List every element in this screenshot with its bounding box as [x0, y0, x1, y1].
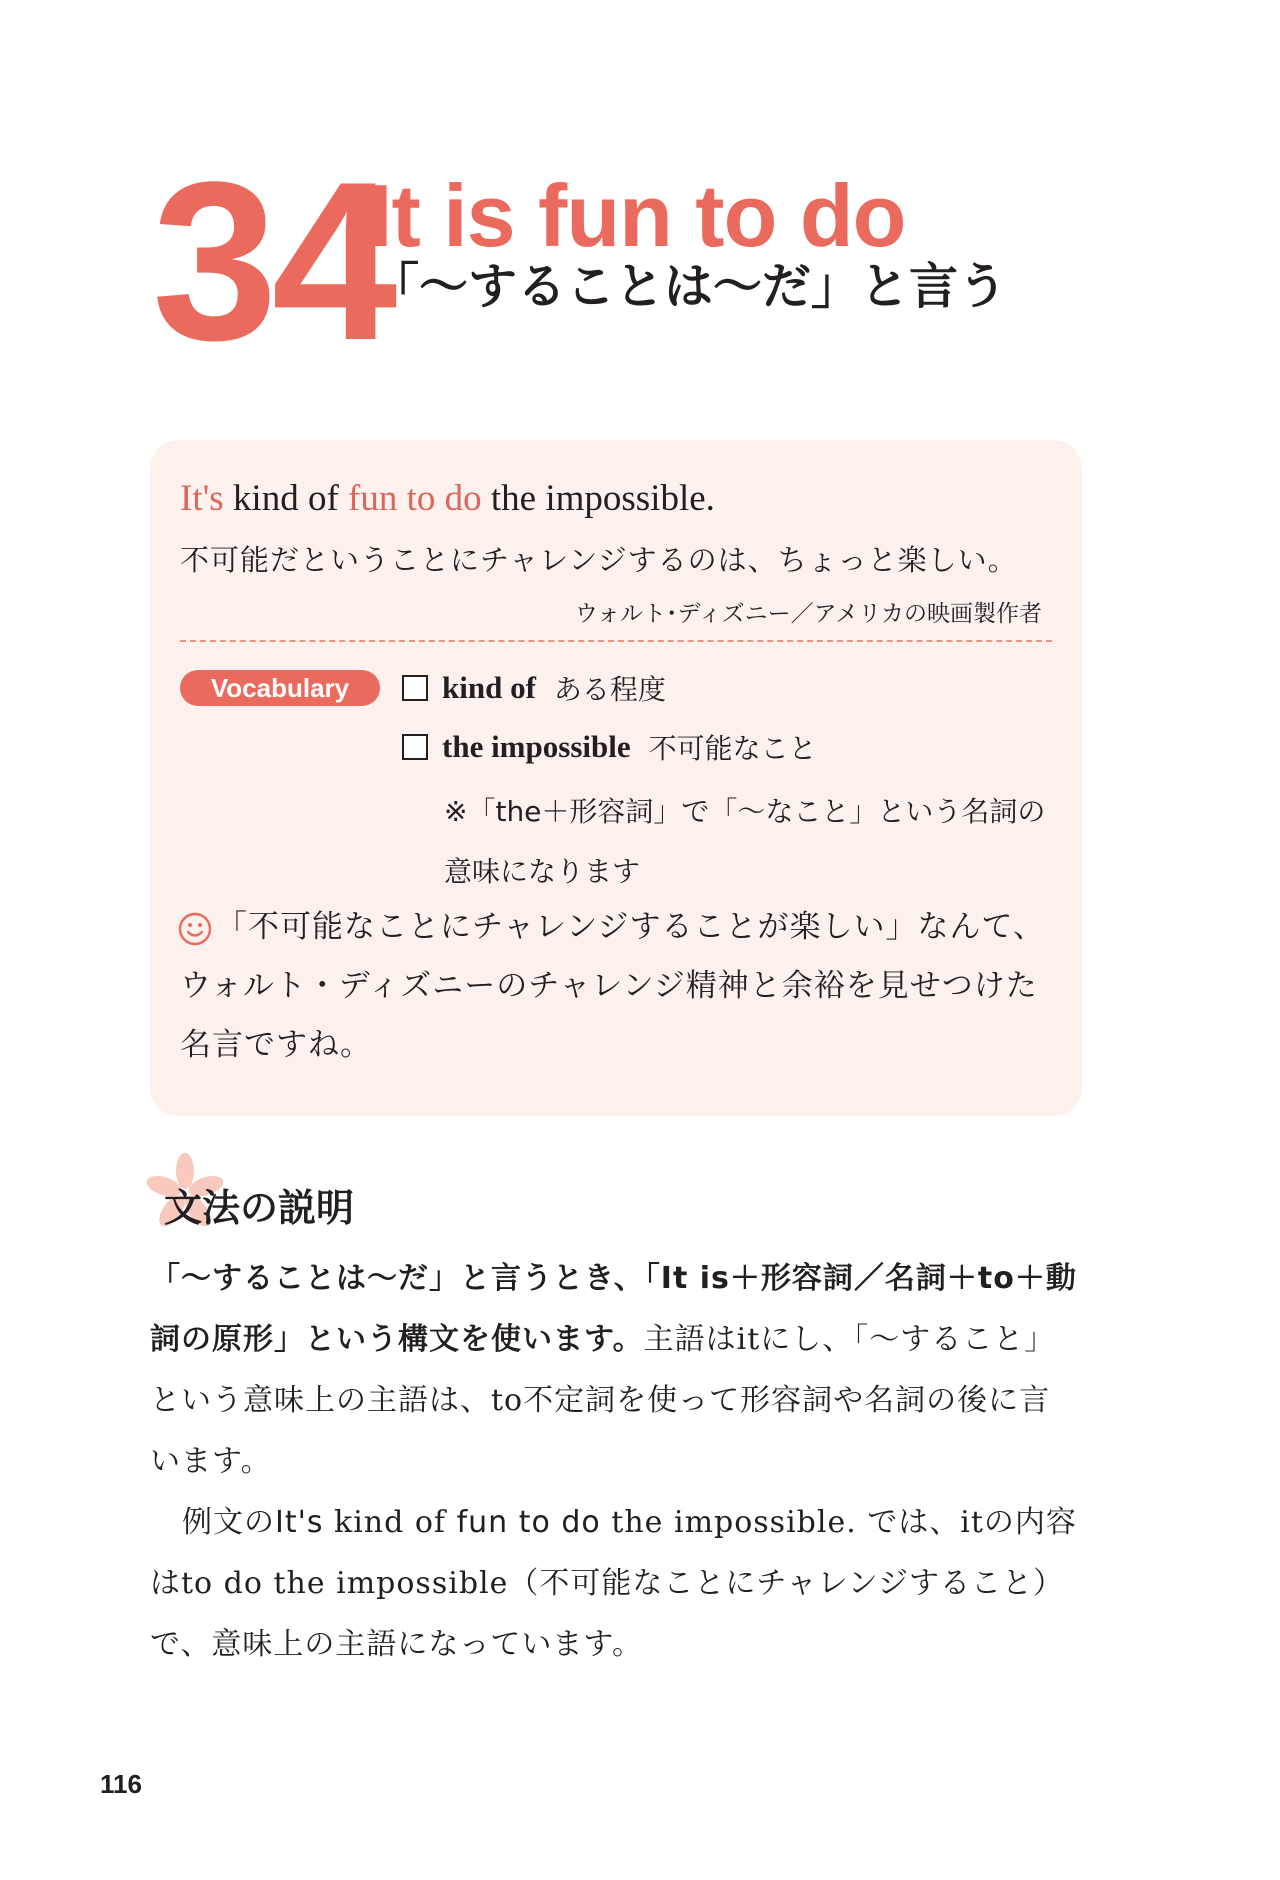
quote-text: the impossible. [481, 478, 715, 519]
example-quote-japanese: 不可能だということにチャレンジするのは、ちょっと楽しい。 [180, 543, 1018, 577]
grammar-text: kind of [323, 1505, 457, 1540]
vocab-meaning: 不可能なこと [648, 732, 817, 765]
vocab-note: ※「the＋形容詞」で「～なこと」という名詞の意味になります [444, 795, 1046, 888]
divider [180, 640, 1052, 642]
grammar-text: 例文の [182, 1505, 275, 1540]
grammar-text: It's [275, 1505, 324, 1540]
vocab-item [402, 663, 666, 713]
lesson-title-japanese: 「～することは～だ」と言う [370, 258, 1008, 315]
section-heading: 文法の説明 [164, 1186, 355, 1230]
vocabulary-badge: Vocabulary [180, 670, 380, 706]
quote-highlight: fun to do [348, 478, 482, 519]
vocab-checkbox[interactable] [402, 675, 428, 701]
quote-highlight: It's [180, 478, 224, 519]
vocab-meaning: ある程度 [553, 673, 666, 706]
grammar-text: fun to do [456, 1505, 601, 1540]
lesson-number: 34 [152, 134, 392, 387]
comment-text: 「不可能なことにチャレンジすることが楽しい」なんて、ウォルト・ディズニーのチャレンジ精神と余裕を見せつけた名言ですね。 [180, 909, 1045, 1063]
example-quote-english [180, 472, 715, 526]
grammar-text: 主語はitにし、「～すること」という意味上の主語は、to不定詞を使って形容詞や名詞の後に言います。 [150, 1322, 1056, 1479]
grammar-paragraph [150, 1248, 1080, 1492]
lesson-title-english: It is fun to do [368, 166, 906, 265]
vocab-item [402, 722, 817, 772]
grammar-text: the impossible. では、itの内容はto do the impossible（不可能なことにチャレンジすること）で、意味上の主語になっています。 [150, 1505, 1077, 1662]
vocab-term: kind of [442, 670, 536, 705]
vocab-checkbox[interactable] [402, 734, 428, 760]
quote-source: ウォルト･ディズニー／アメリカの映画製作者 [574, 601, 1042, 627]
page-number: 116 [100, 1769, 142, 1799]
grammar-bold-text: 「～することは～だ」と言うとき、「It is＋形容詞／名詞＋to＋動詞の原形」という構文を使います。 [150, 1261, 1077, 1357]
grammar-paragraph [150, 1492, 1080, 1675]
quote-text: kind of [223, 478, 349, 519]
vocab-term: the impossible [442, 729, 631, 764]
